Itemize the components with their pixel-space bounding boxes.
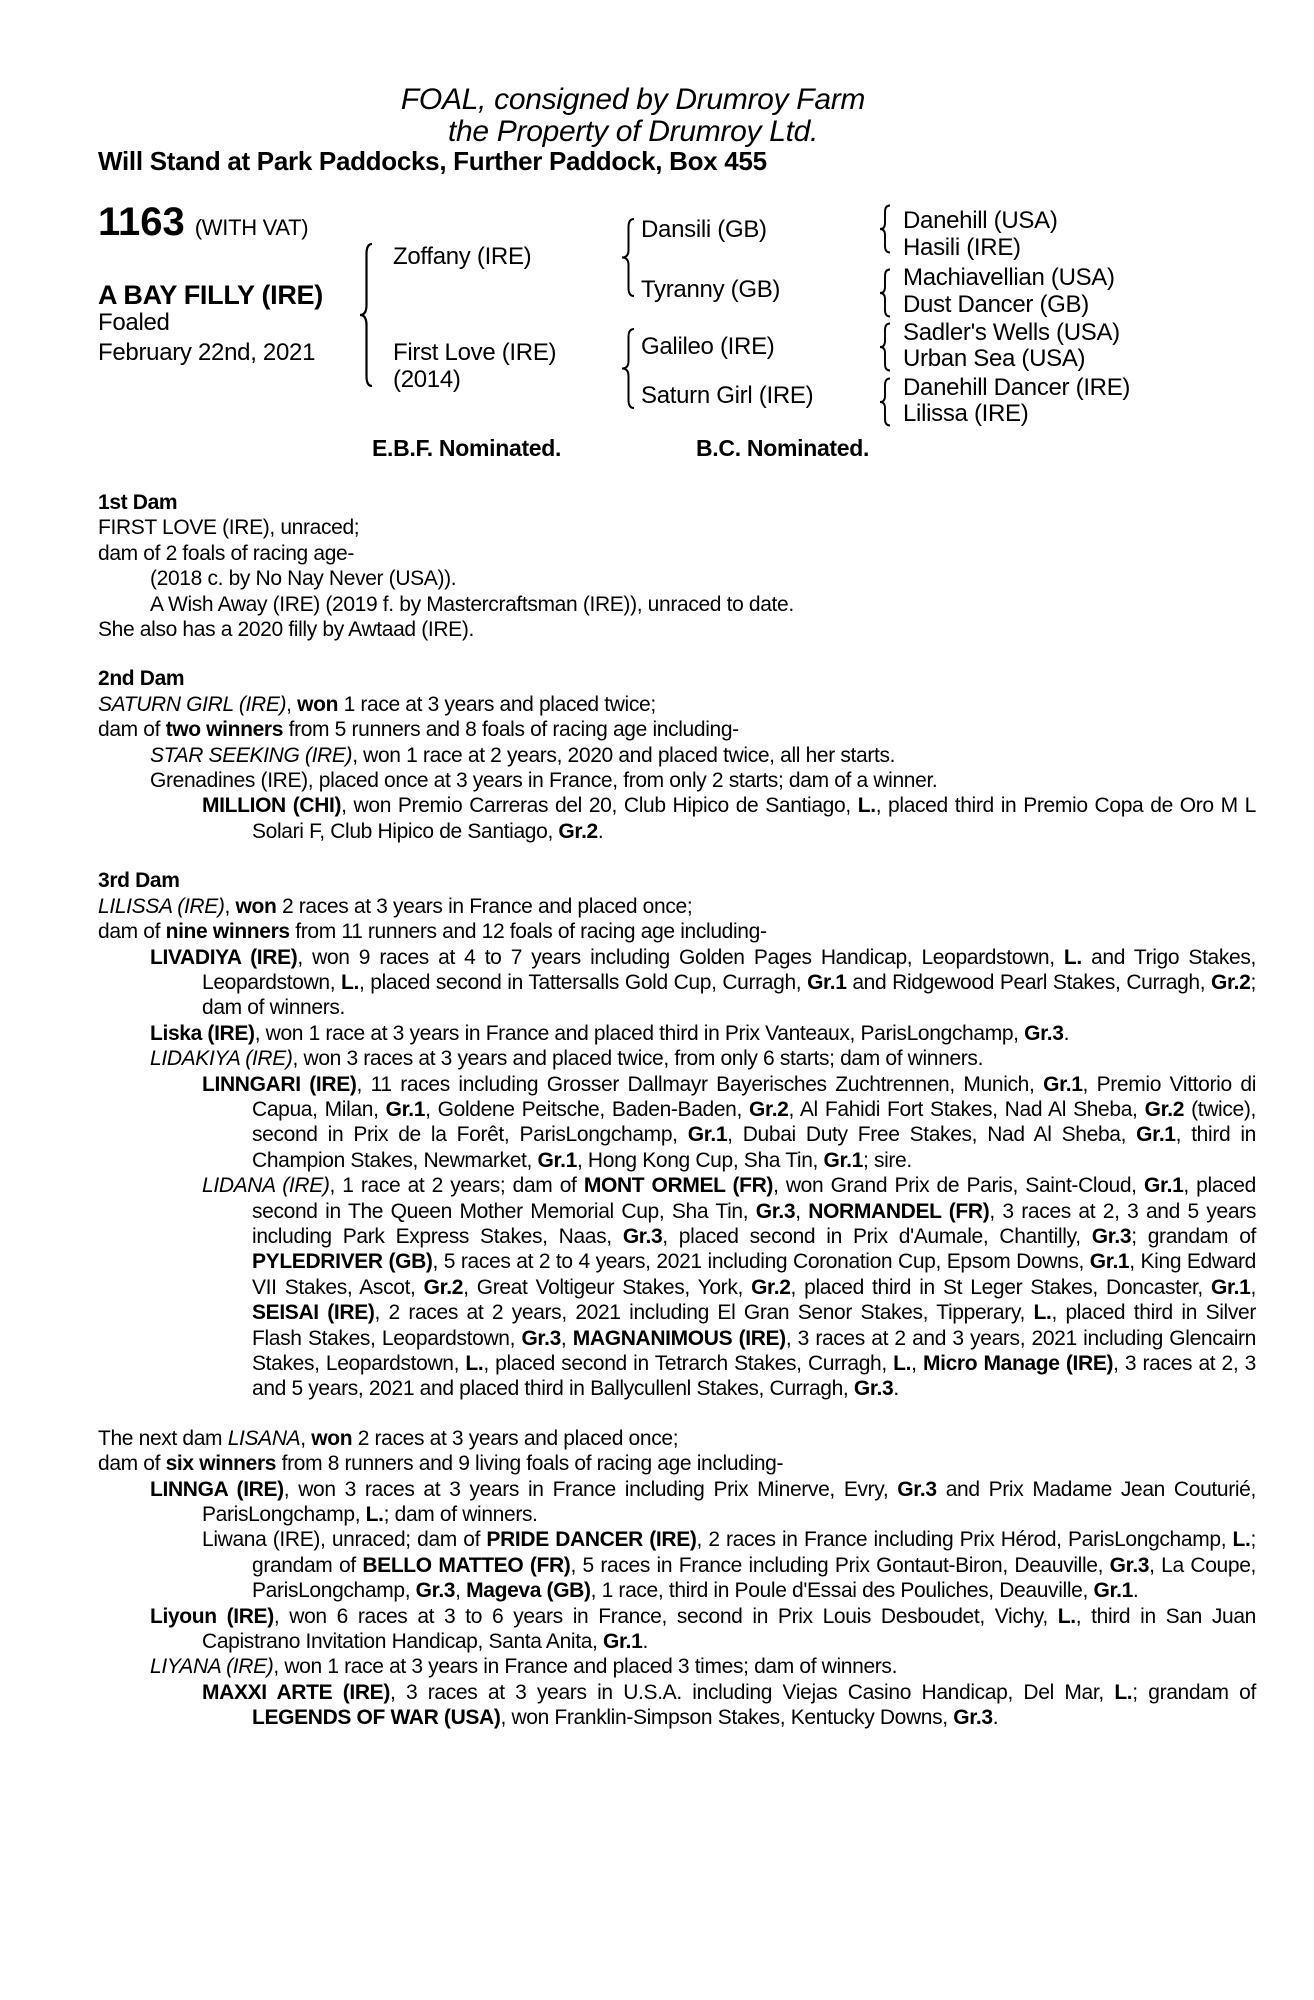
- text-run: ,: [911, 1352, 923, 1375]
- catalogue-paragraph: [98, 1604, 1256, 1655]
- text-run: L.: [341, 970, 359, 994]
- text-run: Gr.1: [1043, 1072, 1083, 1096]
- section-heading: 2nd Dam: [98, 667, 185, 691]
- text-run: LILISSA (IRE): [98, 894, 225, 918]
- text-run: Gr.1: [1143, 1174, 1184, 1198]
- text-run: Gr.2: [749, 1097, 789, 1121]
- catalogue-paragraph: [98, 1477, 1256, 1528]
- text-run: Gr.2: [423, 1275, 464, 1299]
- ebf-nominated: E.B.F. Nominated.: [372, 435, 562, 461]
- text-run: dam of: [98, 718, 166, 742]
- text-run: LIYANA (IRE): [150, 1655, 274, 1679]
- catalogue-paragraph: [98, 1680, 1256, 1731]
- catalogue-text: [0, 463, 1314, 1731]
- dam-section: [98, 490, 1256, 642]
- text-run: She also has a 2020 filly by Awtaad (IRE).: [98, 618, 474, 642]
- property-line: the Property of Drumroy Ltd.: [447, 115, 819, 148]
- text-run: L.: [1114, 1680, 1133, 1704]
- text-run: Gr.1: [687, 1123, 728, 1147]
- pedigree-granddam: Saturn Girl (IRE): [641, 382, 814, 409]
- text-run: , placed second in Tattersalls Gold Cup, Curragh,: [358, 970, 808, 994]
- text-run: two winners: [165, 718, 284, 742]
- text-run: , 3 races at 2, 3 and 5 years including Park Express Stakes, Naas,: [252, 1199, 1256, 1248]
- text-run: , placed second in Prix d'Aumale, Chantilly,: [662, 1224, 1092, 1248]
- catalogue-paragraph: [98, 1527, 1256, 1603]
- foaled-date: February 22nd, 2021: [98, 339, 316, 366]
- text-run: Liyoun (IRE): [150, 1604, 274, 1628]
- pedigree-ancestor: Machiavellian (USA): [903, 264, 1115, 291]
- text-run: , won 1 race at 3 years in France and placed third in Prix Vanteaux, ParisLongchamp,: [254, 1021, 1025, 1045]
- text-run: L.: [1033, 1301, 1052, 1325]
- text-run: LEGENDS OF WAR (USA): [252, 1706, 501, 1730]
- text-run: dam of: [98, 1452, 166, 1476]
- text-run: , placed third in St Leger Stakes, Doncaster,: [790, 1275, 1212, 1299]
- text-run: ; dam of winners.: [383, 1503, 538, 1527]
- text-run: Liska (IRE): [150, 1021, 255, 1045]
- vat-note: (WITH VAT): [194, 215, 309, 240]
- text-run: L.: [1063, 945, 1082, 969]
- text-run: ,: [1250, 1275, 1256, 1299]
- catalogue-paragraph: [98, 566, 1256, 591]
- catalogue-paragraph: [98, 1046, 1256, 1071]
- text-run: SEISAI (IRE): [252, 1301, 375, 1325]
- text-run: Gr.3: [755, 1199, 796, 1223]
- text-run: STAR SEEKING (IRE): [150, 743, 353, 767]
- text-run: , 2 races at 2 years, 2021 including El Gran Senor Stakes, Tipperary,: [374, 1301, 1034, 1325]
- text-run: The next dam: [98, 1426, 228, 1450]
- text-run: , placed second in Tetrarch Stakes, Curragh,: [483, 1352, 894, 1375]
- text-run: , placed third in Silver Flash Stakes, Leopardstown,: [252, 1301, 1256, 1350]
- text-run: (2018 c. by No Nay Never (USA)).: [150, 567, 457, 591]
- text-run: and Ridgewood Pearl Stakes, Curragh,: [846, 970, 1212, 994]
- text-run: LIDANA (IRE): [202, 1174, 330, 1198]
- text-run: Gr.3: [521, 1326, 561, 1350]
- pedigree-sire: Zoffany (IRE): [393, 243, 532, 270]
- text-run: , 2 races in France including Prix Hérod, ParisLongchamp,: [696, 1528, 1233, 1552]
- text-run: , 5 races at 2 to 4 years, 2021 including Coronation Cup, Epsom Downs,: [432, 1250, 1090, 1274]
- pedigree-ancestor: Dust Dancer (GB): [903, 291, 1089, 318]
- catalogue-paragraph: [98, 515, 1256, 540]
- text-run: Gr.3: [622, 1224, 663, 1248]
- text-run: (twice), second in Prix de la Forêt, ParisLongchamp,: [252, 1097, 1256, 1147]
- text-run: , won 1 race at 2 years, 2020 and placed twice, all her starts.: [352, 743, 896, 767]
- text-run: LINNGARI (IRE): [202, 1072, 357, 1096]
- text-run: 2 races at 3 years in France and placed once;: [276, 894, 693, 918]
- text-run: , placed third in Premio Copa de Oro M L Solari F, Club Hipico de Santiago,: [252, 794, 1256, 843]
- text-run: MAGNANIMOUS (IRE): [572, 1326, 786, 1350]
- text-run: Gr.1: [537, 1148, 577, 1172]
- text-run: , won 3 races at 3 years and placed twice, from only 6 starts; dam of winners.: [292, 1047, 984, 1071]
- pedigree-ancestor: Sadler's Wells (USA): [903, 319, 1120, 346]
- text-run: Gr.1: [823, 1148, 863, 1172]
- text-run: Gr.3: [1109, 1553, 1150, 1577]
- text-run: , won 1 race at 3 years in France and placed 3 times; dam of winners.: [273, 1655, 898, 1679]
- text-run: SATURN GIRL (IRE): [98, 692, 287, 716]
- text-run: Gr.1: [1211, 1275, 1251, 1299]
- horse-name: A BAY FILLY (IRE): [98, 280, 323, 310]
- text-run: .: [893, 1377, 899, 1401]
- text-run: , 1 race at 2 years; dam of: [329, 1174, 584, 1198]
- text-run: won: [311, 1426, 353, 1450]
- catalogue-paragraph: [98, 945, 1256, 1021]
- pedigree-ancestor: Urban Sea (USA): [903, 345, 1086, 372]
- text-run: A Wish Away (IRE) (2019 f. by Mastercraftsman (IRE)), unraced to date.: [150, 592, 794, 616]
- pedigree-dam-year: (2014): [393, 366, 461, 393]
- text-run: , Goldene Peitsche, Baden-Baden,: [425, 1097, 750, 1121]
- text-run: , won 6 races at 3 to 6 years in France, second in Prix Louis Desboudet, Vichy,: [273, 1604, 1058, 1628]
- text-run: won: [235, 894, 277, 918]
- consignor-line: FOAL, consigned by Drumroy Farm: [400, 83, 866, 116]
- text-run: dam of 2 foals of racing age-: [98, 541, 355, 565]
- text-run: Gr.2: [751, 1275, 791, 1299]
- catalogue-paragraph: [98, 717, 1256, 742]
- text-run: LISANA: [227, 1426, 301, 1450]
- catalogue-paragraph: [98, 617, 1256, 642]
- stabling-location-line: Will Stand at Park Paddocks, Further Paddock, Box 455: [98, 146, 767, 176]
- text-run: .: [597, 819, 604, 843]
- pedigree-grandsire: Dansili (GB): [641, 216, 767, 243]
- text-run: PRIDE DANCER (IRE): [486, 1528, 697, 1552]
- text-run: ; dam of winners.: [202, 970, 1256, 1020]
- text-run: .: [1132, 1579, 1139, 1603]
- text-run: L.: [465, 1352, 484, 1375]
- text-run: MONT ORMEL (FR): [583, 1174, 774, 1198]
- text-run: Gr.3: [853, 1377, 894, 1401]
- text-run: Liwana (IRE), unraced; dam of: [202, 1528, 487, 1552]
- nominations-line: [0, 435, 1314, 463]
- text-run: PYLEDRIVER (GB): [252, 1250, 433, 1274]
- text-run: , placed second in The Queen Mother Memorial Cup, Sha Tin,: [252, 1174, 1256, 1223]
- text-run: , won 9 races at 4 to 7 years including Golden Pages Handicap, Leopardstown,: [297, 945, 1064, 969]
- section-heading: 1st Dam: [98, 491, 178, 514]
- text-run: won: [297, 692, 339, 716]
- text-run: , 11 races including Grosser Dallmayr Bayerisches Zuchtrennen, Munich,: [356, 1072, 1044, 1096]
- text-run: , Great Voltigeur Stakes, York,: [463, 1275, 752, 1299]
- text-run: ; grandam of: [252, 1528, 1256, 1577]
- catalogue-paragraph: [98, 1451, 1256, 1476]
- text-run: and Trigo Stakes, Leopardstown,: [202, 945, 1256, 994]
- text-run: ; grandam of: [1131, 1224, 1257, 1248]
- text-run: Gr.2: [1211, 970, 1251, 994]
- text-run: Gr.2: [558, 819, 598, 843]
- text-run: , La Coupe, ParisLongchamp,: [252, 1553, 1257, 1603]
- pedigree-ancestor: Danehill Dancer (IRE): [903, 374, 1131, 401]
- pedigree-brace-icon: [878, 204, 891, 254]
- text-run: , won 3 races at 3 years in France including Prix Minerve, Evry,: [283, 1477, 898, 1501]
- text-run: Gr.3: [1024, 1021, 1064, 1045]
- dam-section: [98, 666, 1256, 844]
- text-run: L.: [365, 1503, 384, 1527]
- text-run: NORMANDEL (FR): [808, 1199, 990, 1223]
- dam-section: [98, 1426, 1256, 1731]
- catalogue-paragraph: [98, 1654, 1256, 1679]
- pedigree-brace-icon: [620, 217, 636, 298]
- text-run: BELLO MATTEO (FR): [362, 1553, 571, 1577]
- page-header: [0, 0, 1314, 176]
- text-run: ,: [286, 692, 298, 716]
- text-run: nine winners: [165, 920, 290, 944]
- text-run: , won Franklin-Simpson Stakes, Kentucky Downs,: [500, 1706, 954, 1730]
- text-run: , won Grand Prix de Paris, Saint-Cloud,: [773, 1174, 1144, 1198]
- text-run: L.: [857, 794, 876, 818]
- text-run: Gr.3: [1091, 1224, 1132, 1248]
- pedigree-main-brace-icon: [358, 242, 374, 388]
- pedigree-dam: First Love (IRE): [393, 339, 557, 366]
- text-run: , 3 races at 2, 3 and 5 years, 2021 and placed third in Ballycullenl Stakes, Curragh,: [252, 1352, 1256, 1401]
- text-run: , third in Champion Stakes, Newmarket,: [252, 1123, 1256, 1172]
- text-run: Gr.1: [1093, 1579, 1133, 1603]
- text-run: from 8 runners and 9 living foals of racing age including-: [276, 1452, 784, 1476]
- text-run: 1 race at 3 years and placed twice;: [338, 692, 656, 716]
- text-run: ,: [795, 1199, 809, 1223]
- text-run: Gr.3: [897, 1477, 937, 1501]
- pedigree-granddam: Tyranny (GB): [641, 276, 781, 303]
- catalogue-paragraph: [98, 692, 1256, 717]
- bc-nominated: B.C. Nominated.: [696, 435, 870, 461]
- lot-number: 1163: [98, 200, 185, 244]
- catalogue-paragraph: [98, 1173, 1256, 1402]
- text-run: from 5 runners and 8 foals of racing age including-: [283, 718, 739, 742]
- text-run: , King Edward VII Stakes, Ascot,: [252, 1250, 1257, 1299]
- text-run: MILLION (CHI): [202, 794, 342, 818]
- pedigree-brace-icon: [878, 322, 891, 372]
- text-run: , 1 race, third in Poule d'Essai des Pouliches, Deauville,: [590, 1579, 1094, 1603]
- catalogue-paragraph: [98, 793, 1256, 844]
- pedigree-brace-icon: [620, 327, 636, 410]
- text-run: Gr.1: [385, 1097, 426, 1121]
- text-run: Gr.1: [807, 970, 847, 994]
- text-run: from 11 runners and 12 foals of racing age including-: [289, 920, 767, 944]
- dam-section: [98, 868, 1256, 1402]
- text-run: Grenadines (IRE), placed once at 3 years in France, from only 2 starts; dam of a winner.: [150, 769, 938, 793]
- text-run: ; grandam of: [1132, 1680, 1256, 1704]
- catalogue-paragraph: [98, 1072, 1256, 1174]
- pedigree-ancestor: Lilissa (IRE): [903, 400, 1029, 427]
- text-run: LINNGA (IRE): [150, 1477, 284, 1501]
- catalogue-paragraph: [98, 894, 1256, 919]
- text-run: , third in San Juan Capistrano Invitation Handicap, Santa Anita,: [202, 1604, 1257, 1654]
- text-run: FIRST LOVE (IRE), unraced;: [98, 516, 360, 540]
- text-run: LIDAKIYA (IRE): [150, 1047, 293, 1071]
- text-run: Gr.1: [603, 1630, 643, 1654]
- pedigree-brace-icon: [878, 377, 891, 427]
- catalogue-paragraph: [98, 592, 1256, 617]
- text-run: 2 races at 3 years and placed once;: [352, 1426, 679, 1450]
- text-run: L.: [893, 1352, 912, 1375]
- text-run: , Premio Vittorio di Capua, Milan,: [252, 1072, 1257, 1121]
- catalogue-paragraph: [98, 541, 1256, 566]
- text-run: ; sire.: [862, 1148, 912, 1172]
- text-run: Micro Manage (IRE): [922, 1352, 1114, 1375]
- text-run: Mageva (GB): [466, 1579, 591, 1603]
- foaled-label: Foaled: [98, 309, 170, 336]
- text-run: ,: [455, 1579, 467, 1603]
- text-run: and Prix Madame Jean Couturié, ParisLongchamp,: [202, 1477, 1256, 1527]
- text-run: .: [992, 1706, 999, 1730]
- catalogue-paragraph: [98, 1426, 1256, 1451]
- text-run: ,: [560, 1326, 573, 1350]
- catalogue-paragraph: [98, 768, 1256, 793]
- text-run: L.: [1232, 1528, 1251, 1552]
- pedigree-ancestor: Danehill (USA): [903, 207, 1058, 234]
- text-run: , won Premio Carreras del 20, Club Hipico de Santiago,: [341, 794, 858, 818]
- text-run: , 3 races at 2 and 3 years, 2021 including Glencairn Stakes, Leopardstown,: [252, 1326, 1256, 1375]
- text-run: .: [642, 1630, 648, 1654]
- text-run: dam of: [98, 920, 166, 944]
- text-run: ,: [224, 894, 236, 918]
- text-run: , Al Fahidi Fort Stakes, Nad Al Sheba,: [788, 1097, 1145, 1121]
- section-heading: 3rd Dam: [98, 869, 180, 893]
- text-run: Gr.3: [953, 1706, 993, 1730]
- pedigree-brace-icon: [878, 268, 891, 318]
- text-run: Gr.1: [1136, 1123, 1176, 1147]
- text-run: Gr.2: [1144, 1097, 1185, 1121]
- text-run: MAXXI ARTE (IRE): [202, 1680, 390, 1704]
- pedigree-grandsire: Galileo (IRE): [641, 333, 775, 360]
- text-run: six winners: [165, 1452, 277, 1476]
- pedigree-ancestor: Hasili (IRE): [903, 234, 1021, 261]
- text-run: LIVADIYA (IRE): [150, 945, 298, 969]
- text-run: .: [1063, 1021, 1070, 1045]
- text-run: L.: [1057, 1604, 1076, 1628]
- text-run: , Dubai Duty Free Stakes, Nad Al Sheba,: [727, 1123, 1137, 1147]
- catalogue-paragraph: [98, 919, 1256, 944]
- lot-line: [98, 202, 308, 242]
- text-run: Gr.1: [1089, 1250, 1130, 1274]
- text-run: ,: [300, 1426, 312, 1450]
- pedigree-block: [0, 180, 1314, 435]
- text-run: , Hong Kong Cup, Sha Tin,: [576, 1148, 824, 1172]
- text-run: , 3 races at 3 years in U.S.A. including Viejas Casino Handicap, Del Mar,: [389, 1680, 1115, 1704]
- catalogue-paragraph: [98, 743, 1256, 768]
- catalogue-paragraph: [98, 1021, 1256, 1046]
- text-run: Gr.3: [415, 1579, 456, 1603]
- text-run: , 5 races in France including Prix Gontaut-Biron, Deauville,: [570, 1553, 1110, 1577]
